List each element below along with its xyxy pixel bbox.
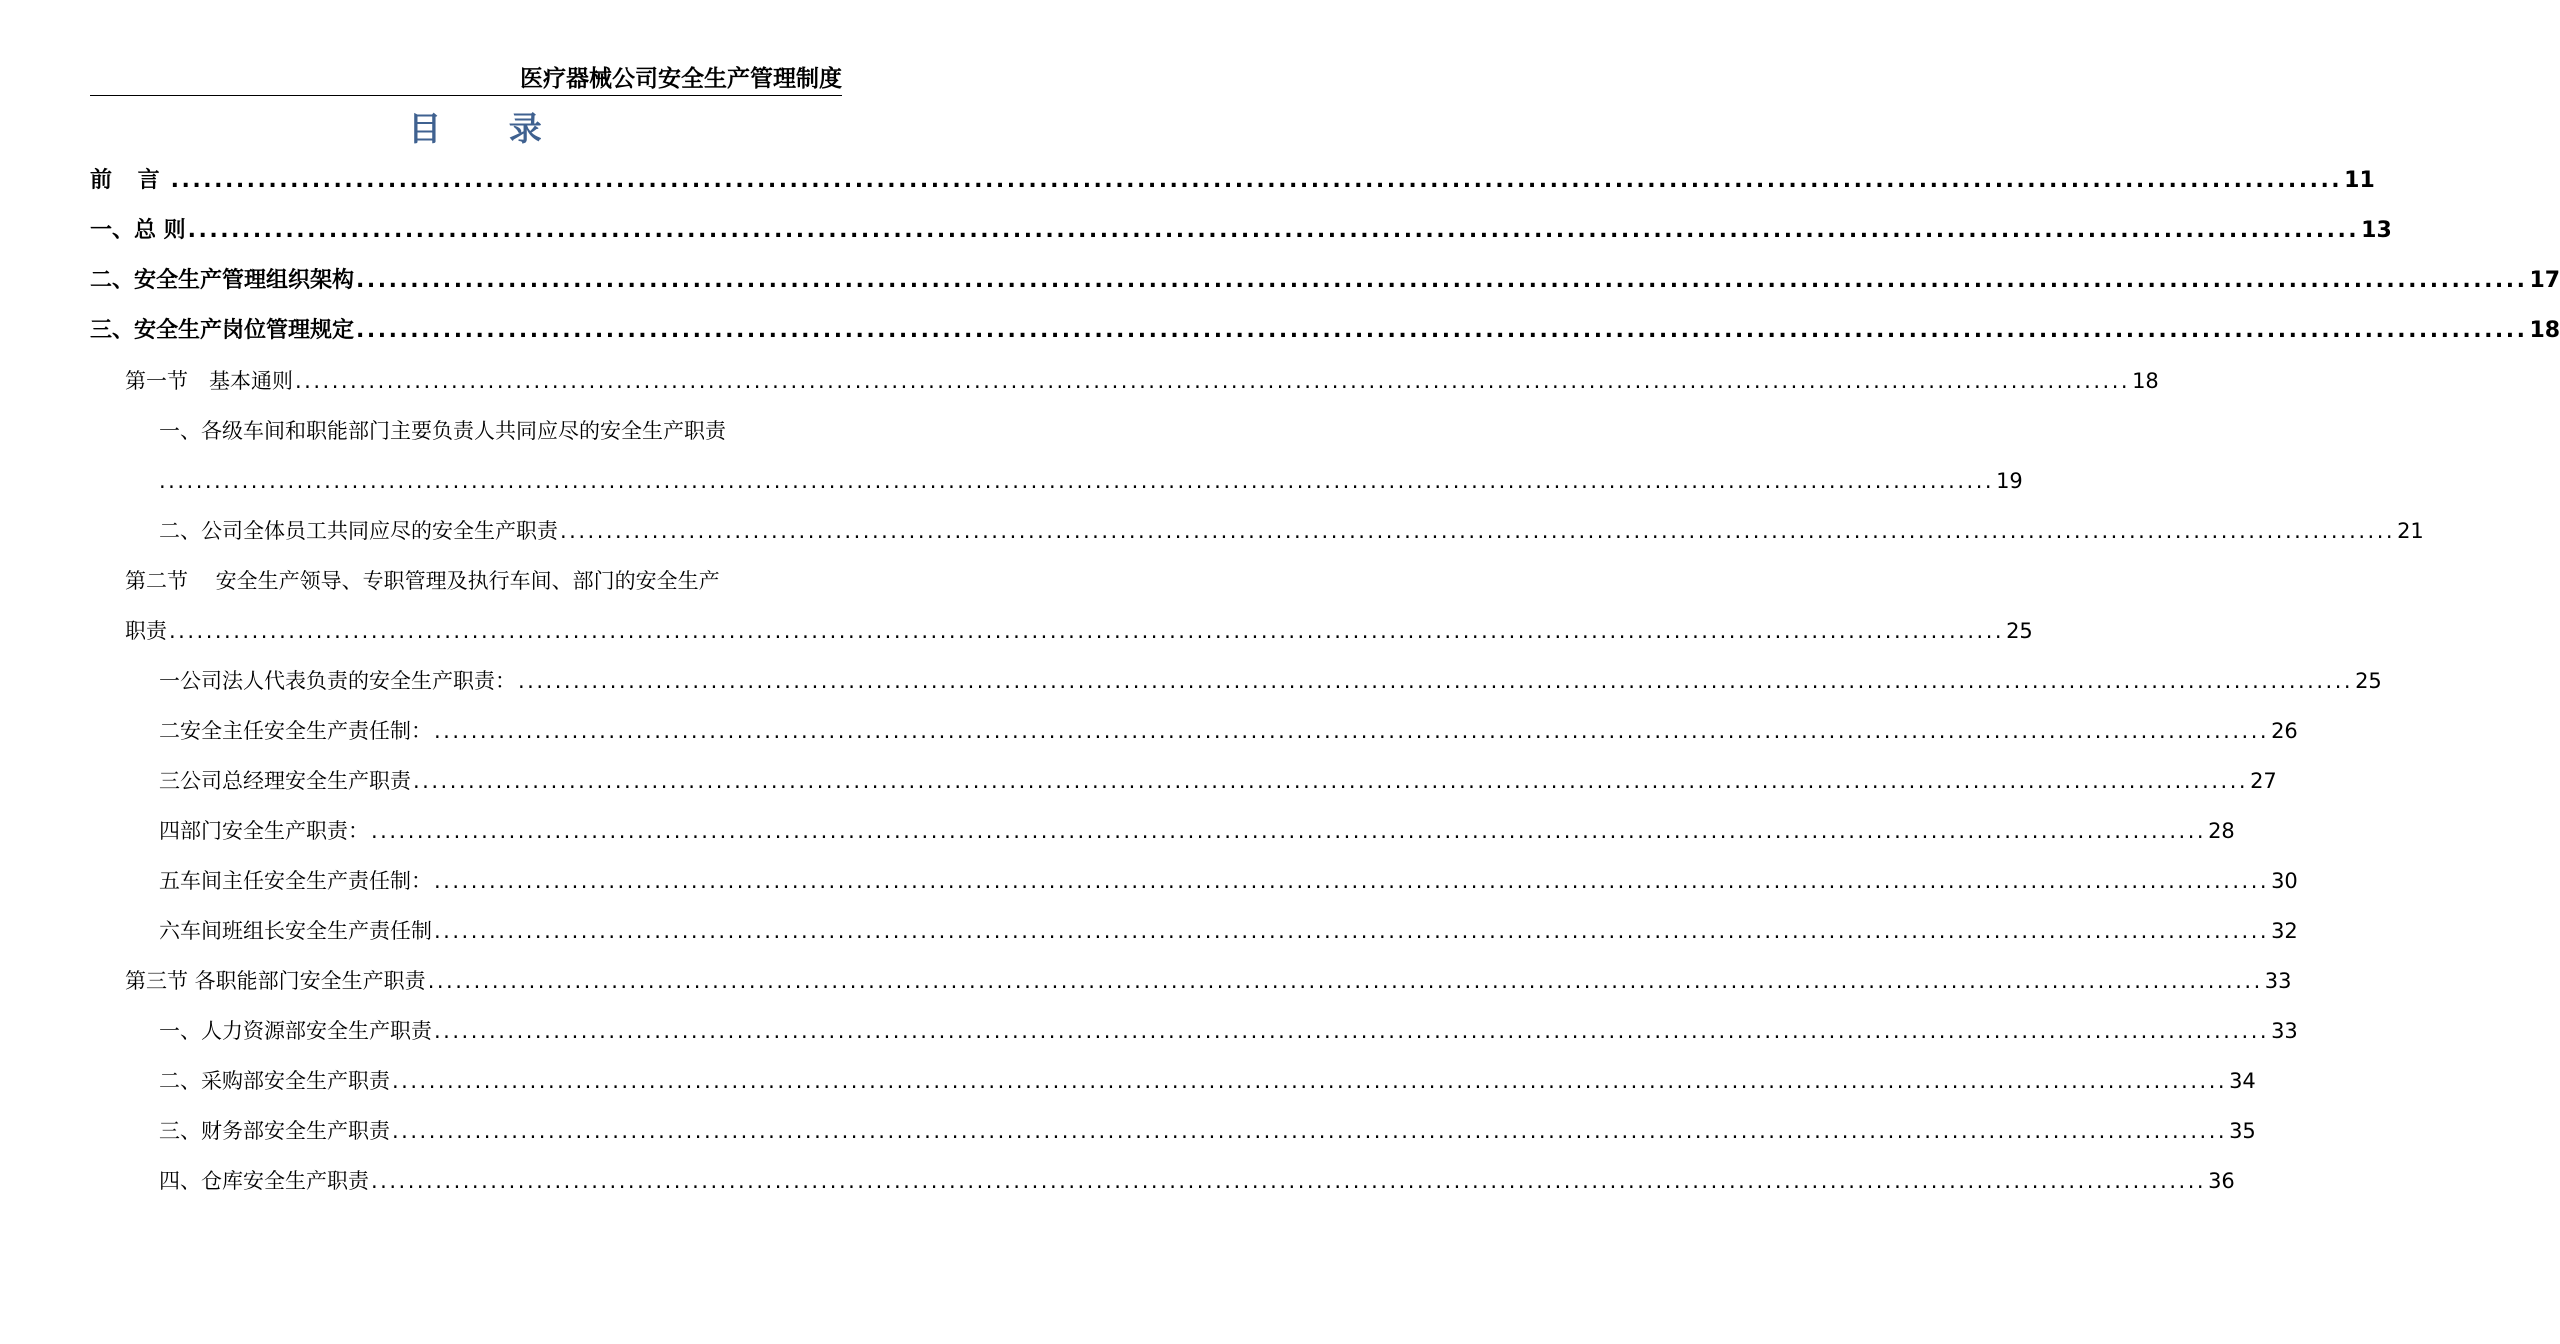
toc-entry-label: 二、公司全体员工共同应尽的安全生产职责 <box>159 519 558 543</box>
toc-entry-workshop-director[interactable] <box>159 856 2298 906</box>
toc-entry-page: 34 <box>2229 1069 2256 1093</box>
toc-entry-hr[interactable] <box>159 1006 2298 1056</box>
toc-entry-page: 36 <box>2208 1169 2235 1193</box>
toc-entry-label: 前 言 <box>90 168 169 193</box>
toc-leader-dots: ........................................................................................................................................................................................................ <box>560 519 2396 543</box>
toc-leader-dots: ........................................................................................................................................................................................................ <box>187 218 2360 243</box>
toc-entry-section-3[interactable] <box>125 956 2292 1006</box>
toc-entry-page: 17 <box>2529 268 2560 293</box>
toc-entry-label: 一、总 则 <box>90 218 186 243</box>
toc-leader-dots: ........................................................................................................................................................................................................ <box>434 919 2270 943</box>
toc-entry-page: 18 <box>2529 318 2560 343</box>
toc-leader-dots: ........................................................................................................................................................................................................ <box>169 619 2005 643</box>
toc-leader-dots: ........................................................................................................................................................................................................ <box>434 869 2270 893</box>
toc-entry-page: 27 <box>2250 769 2277 793</box>
toc-leader-dots: ........................................................................................................................................................................................................ <box>356 268 2528 293</box>
toc-entry-page: 33 <box>2264 969 2292 993</box>
toc-entry-departments[interactable] <box>159 806 2235 856</box>
toc-leader-dots: ........................................................................................................................................................................................................ <box>392 1069 2228 1093</box>
toc-entry-page: 32 <box>2271 919 2298 943</box>
toc-entry-page: 25 <box>2006 619 2033 643</box>
toc-entry-section-2[interactable] <box>125 606 2033 656</box>
toc-entry-label: 一、人力资源部安全生产职责 <box>159 1019 432 1043</box>
toc-leader-dots: ........................................................................................................................................................................................................ <box>295 369 2131 393</box>
toc-entry-safety-director[interactable] <box>159 706 2298 756</box>
toc-entry-post-regulations[interactable] <box>90 306 2560 356</box>
toc-entry-label: 二、采购部安全生产职责 <box>159 1069 390 1093</box>
toc-entry-label: 二、安全生产管理组织架构 <box>90 268 355 293</box>
toc-leader-dots: ........................................................................................................................................................................................................ <box>427 969 2263 993</box>
toc-entry-page: 25 <box>2355 669 2382 693</box>
toc-leader-dots: ........................................................................................................................................................................................................ <box>518 669 2354 693</box>
toc-entry-label: 第一节 基本通则 <box>125 369 293 393</box>
toc-entry-page: 19 <box>1996 469 2023 493</box>
toc-entry-label: 三、安全生产岗位管理规定 <box>90 318 355 343</box>
toc-leader-dots: ........................................................................................................................................................................................................ <box>356 318 2528 343</box>
toc-leader-dots: ........................................................................................................................................................................................................ <box>371 819 2207 843</box>
toc-entry-page: 13 <box>2361 218 2392 243</box>
toc-entry-preface[interactable] <box>90 156 2375 206</box>
toc-leader-dots: ........................................................................................................................................................................................................ <box>434 719 2270 743</box>
toc-leader-dots: ........................................................................................................................................................................................................ <box>434 1019 2270 1043</box>
toc-entry-warehouse[interactable] <box>159 1156 2235 1206</box>
toc-entry-label: 一公司法人代表负责的安全生产职责： <box>159 669 516 693</box>
toc-entry-page: 30 <box>2271 869 2298 893</box>
toc-entry-label: 五车间主任安全生产责任制： <box>159 869 432 893</box>
toc-entry-general-manager[interactable] <box>159 756 2277 806</box>
toc-entry-department-heads[interactable] <box>159 456 2023 506</box>
toc-entry-team-leader[interactable] <box>159 906 2298 956</box>
toc-entry-page: 26 <box>2271 719 2298 743</box>
toc-entry-legal-rep[interactable] <box>159 656 2382 706</box>
toc-entry-page: 35 <box>2229 1119 2256 1143</box>
toc-leader-dots: ........................................................................................................................................................................................................ <box>413 769 2249 793</box>
toc-entry-page: 33 <box>2271 1019 2298 1043</box>
toc-leader-dots: ........................................................................................................................................................................................................ <box>159 469 1995 493</box>
toc-entry-page: 18 <box>2132 369 2159 393</box>
toc-entry-all-staff[interactable] <box>159 506 2424 556</box>
toc-title: 目 录 <box>408 109 570 148</box>
toc-entry-label: 第三节 各职能部门安全生产职责 <box>125 969 426 993</box>
toc-entry-label: 六车间班组长安全生产责任制 <box>159 919 432 943</box>
toc-leader-dots: ........................................................................................................................................................................................................ <box>170 168 2343 193</box>
toc-leader-dots: ........................................................................................................................................................................................................ <box>392 1119 2228 1143</box>
toc-entry-label-line2: 职责 <box>125 619 167 643</box>
toc-entry-general-provisions[interactable] <box>90 206 2392 256</box>
toc-entry-label: 四部门安全生产职责： <box>159 819 369 843</box>
toc-entry-label: 二安全主任安全生产责任制： <box>159 719 432 743</box>
toc-entry-label: 四、仓库安全生产职责 <box>159 1169 369 1193</box>
toc-entry-page: 28 <box>2208 819 2235 843</box>
toc-entry-label: 三、财务部安全生产职责 <box>159 1119 390 1143</box>
toc-entry-page: 11 <box>2344 168 2375 193</box>
toc-entry-label-line1[interactable]: 一、各级车间和职能部门主要负责人共同应尽的安全生产职责 <box>159 419 726 443</box>
toc-entry-label: 三公司总经理安全生产职责 <box>159 769 411 793</box>
toc-entry-organization[interactable] <box>90 256 2560 306</box>
toc-entry-label-line1[interactable]: 第二节 安全生产领导、专职管理及执行车间、部门的安全生产 <box>125 569 720 593</box>
toc-entry-finance[interactable] <box>159 1106 2256 1156</box>
toc-leader-dots: ........................................................................................................................................................................................................ <box>371 1169 2207 1193</box>
toc-entry-section-1[interactable] <box>125 356 2159 406</box>
running-header: 医疗器械公司安全生产管理制度 <box>90 64 842 96</box>
toc-entry-procurement[interactable] <box>159 1056 2256 1106</box>
toc-entry-page: 21 <box>2397 519 2424 543</box>
